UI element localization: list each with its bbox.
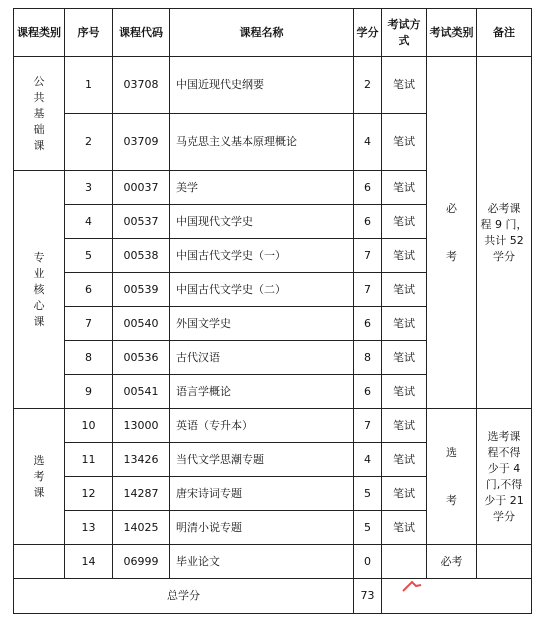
cell-seq: 9 — [65, 375, 113, 409]
cell-method: 笔试 — [382, 409, 427, 443]
cell-seq: 10 — [65, 409, 113, 443]
cell-credits: 0 — [354, 545, 382, 579]
cell-method: 笔试 — [382, 511, 427, 545]
group-core: 专 业 核 心 课 — [14, 171, 65, 409]
cell-credits: 4 — [354, 114, 382, 171]
cell-method: 笔试 — [382, 341, 427, 375]
cell-code: 14287 — [113, 477, 170, 511]
cell-credits: 7 — [354, 239, 382, 273]
cell-code: 00540 — [113, 307, 170, 341]
cell-name: 语言学概论 — [170, 375, 354, 409]
cell-code: 00541 — [113, 375, 170, 409]
cell-seq: 2 — [65, 114, 113, 171]
exam-type-elective: 选 考 — [427, 409, 477, 545]
cell-name: 马克思主义基本原理概论 — [170, 114, 354, 171]
cell-name: 明清小说专题 — [170, 511, 354, 545]
cell-seq: 5 — [65, 239, 113, 273]
cell-method: 笔试 — [382, 477, 427, 511]
cell-code: 00037 — [113, 171, 170, 205]
cell-credits: 6 — [354, 171, 382, 205]
col-header-exam-type: 考试类别 — [427, 9, 477, 57]
cell-name: 中国古代文学史（一） — [170, 239, 354, 273]
watermark-mark-icon — [402, 580, 422, 592]
remark-required: 必考课 程 9 门， 共计 52 学分 — [477, 57, 532, 409]
cell-category-empty — [14, 545, 65, 579]
cell-method: 笔试 — [382, 205, 427, 239]
cell-seq: 14 — [65, 545, 113, 579]
total-value: 73 — [354, 579, 382, 614]
cell-seq: 13 — [65, 511, 113, 545]
cell-remark-empty — [477, 545, 532, 579]
cell-credits: 4 — [354, 443, 382, 477]
cell-method: 笔试 — [382, 57, 427, 114]
cell-credits: 2 — [354, 57, 382, 114]
exam-type-thesis: 必考 — [427, 545, 477, 579]
cell-name: 英语（专升本） — [170, 409, 354, 443]
table-row — [14, 57, 532, 114]
cell-seq: 6 — [65, 273, 113, 307]
cell-code: 03709 — [113, 114, 170, 171]
cell-code: 06999 — [113, 545, 170, 579]
cell-code: 00537 — [113, 205, 170, 239]
cell-code: 13000 — [113, 409, 170, 443]
cell-method: 笔试 — [382, 375, 427, 409]
cell-name: 唐宋诗词专题 — [170, 477, 354, 511]
exam-type-required: 必 考 — [427, 57, 477, 409]
cell-credits: 7 — [354, 273, 382, 307]
table-row — [14, 409, 532, 443]
cell-code: 00538 — [113, 239, 170, 273]
cell-name: 美学 — [170, 171, 354, 205]
cell-credits: 6 — [354, 307, 382, 341]
cell-code: 00536 — [113, 341, 170, 375]
cell-method: 笔试 — [382, 307, 427, 341]
total-label: 总学分 — [14, 579, 354, 614]
col-header-name: 课程名称 — [170, 9, 354, 57]
cell-seq: 11 — [65, 443, 113, 477]
cell-method: 笔试 — [382, 443, 427, 477]
cell-seq: 12 — [65, 477, 113, 511]
curriculum-table — [13, 8, 532, 614]
col-header-code: 课程代码 — [113, 9, 170, 57]
cell-method — [382, 545, 427, 579]
cell-credits: 7 — [354, 409, 382, 443]
cell-code: 03708 — [113, 57, 170, 114]
header-row — [14, 9, 532, 57]
cell-name: 毕业论文 — [170, 545, 354, 579]
cell-credits: 6 — [354, 205, 382, 239]
remark-elective: 选考课 程不得 少于 4 门,不得 少于 21 学分 — [477, 409, 532, 545]
cell-method: 笔试 — [382, 171, 427, 205]
cell-credits: 8 — [354, 341, 382, 375]
total-row — [14, 579, 532, 614]
cell-code: 14025 — [113, 511, 170, 545]
cell-name: 古代汉语 — [170, 341, 354, 375]
cell-name: 中国近现代史纲要 — [170, 57, 354, 114]
cell-method: 笔试 — [382, 239, 427, 273]
cell-seq: 1 — [65, 57, 113, 114]
cell-method: 笔试 — [382, 273, 427, 307]
curriculum-sheet — [13, 8, 532, 614]
cell-name: 中国现代文学史 — [170, 205, 354, 239]
col-header-exam-method: 考试方式 — [382, 9, 427, 57]
col-header-category: 课程类别 — [14, 9, 65, 57]
cell-seq: 8 — [65, 341, 113, 375]
group-elective: 选 考 课 — [14, 409, 65, 545]
cell-credits: 5 — [354, 511, 382, 545]
col-header-credits: 学分 — [354, 9, 382, 57]
cell-name: 当代文学思潮专题 — [170, 443, 354, 477]
cell-credits: 6 — [354, 375, 382, 409]
cell-method: 笔试 — [382, 114, 427, 171]
cell-name: 中国古代文学史（二） — [170, 273, 354, 307]
cell-name: 外国文学史 — [170, 307, 354, 341]
col-header-seq: 序号 — [65, 9, 113, 57]
cell-code: 00539 — [113, 273, 170, 307]
cell-seq: 7 — [65, 307, 113, 341]
cell-credits: 5 — [354, 477, 382, 511]
cell-code: 13426 — [113, 443, 170, 477]
col-header-remarks: 备注 — [477, 9, 532, 57]
table-row — [14, 545, 532, 579]
cell-seq: 4 — [65, 205, 113, 239]
group-public: 公 共 基 础 课 — [14, 57, 65, 171]
cell-seq: 3 — [65, 171, 113, 205]
